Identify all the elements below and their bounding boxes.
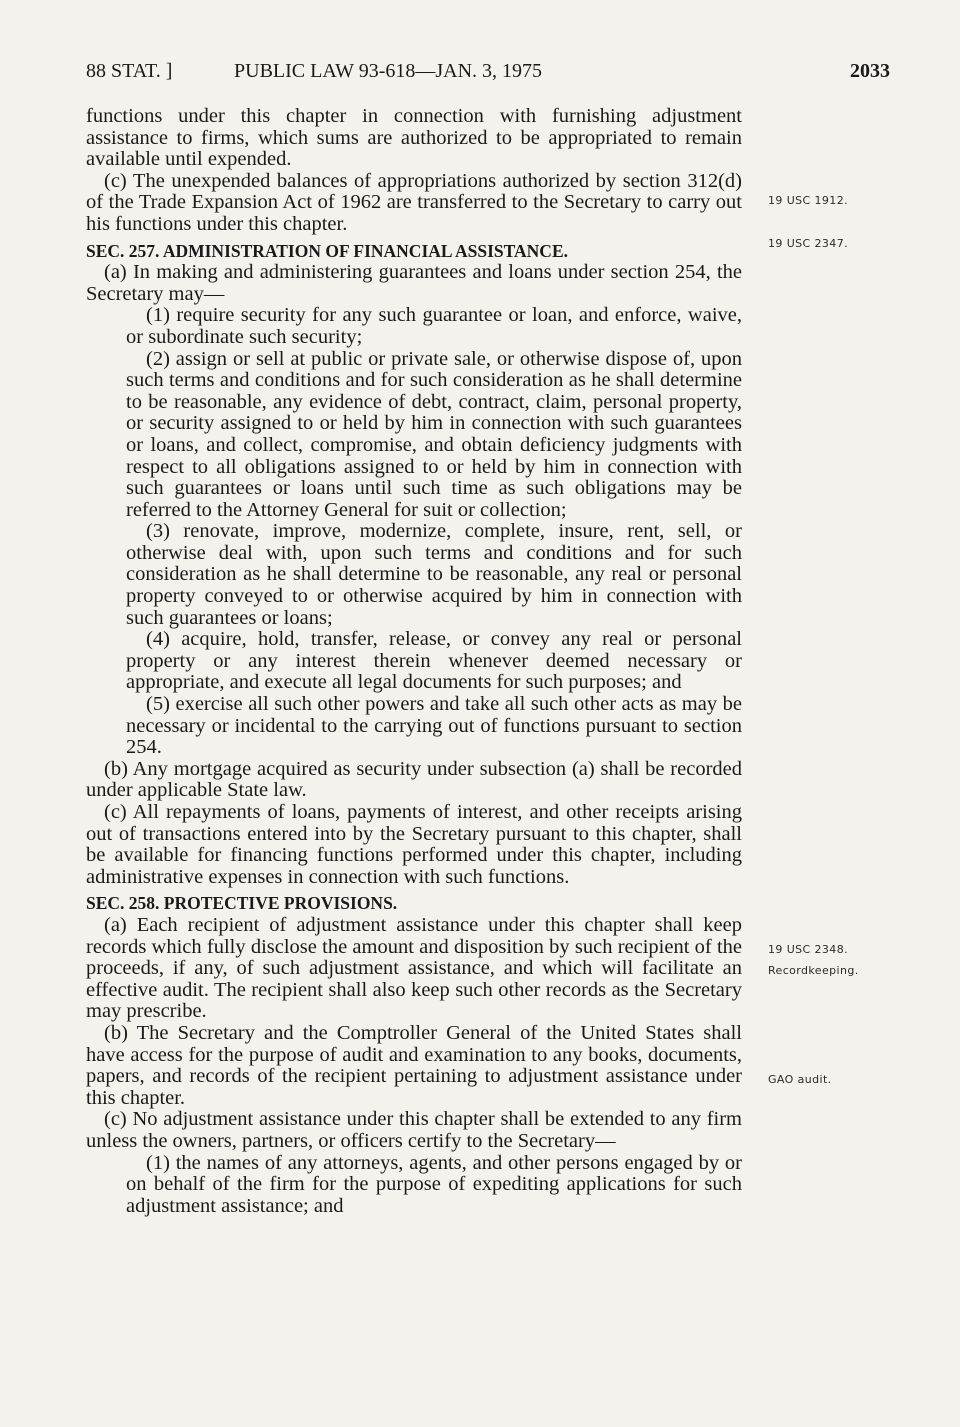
section-257-a-4: (4) acquire, hold, transfer, release, or convey any real or personal property or any interest therein whenever deemed necessary or appropriate, and execute all legal documents for such purposes; and xyxy=(126,628,742,694)
section-258-c: (c) No adjustment assistance under this chapter shall be extended to any firm unless the owners, partners, or officers certify to the Secretary— xyxy=(86,1108,742,1152)
stat-reference: 88 STAT. ] xyxy=(86,60,173,82)
margin-note-recordkeeping: Recordkeeping. xyxy=(768,964,859,977)
section-258-b: (b) The Secretary and the Comptroller General of the United States shall have access for the purpose of audit and examination to any books, documents, papers, and records of the recipient pertaining to adjustment assistance under this chapter. xyxy=(86,1021,742,1109)
section-257-heading: SEC. 257. ADMINISTRATION OF FINANCIAL ASSISTANCE. xyxy=(86,240,568,261)
margin-note-19-usc-1912: 19 USC 1912. xyxy=(768,194,848,207)
section-257-c: (c) All repayments of loans, payments of interest, and other receipts arising out of transactions entered into by the Secretary pursuant to this chapter, shall be available for financing functions performed under this chapter, including administrative expenses in connection with such functions. xyxy=(86,801,742,888)
section-257-b: (b) Any mortgage acquired as security under subsection (a) shall be recorded under applicable State law. xyxy=(86,757,742,802)
section-258-c-1: (1) the names of any attorneys, agents, and other persons engaged by or on behalf of the firm for the purpose of expediting applications for such adjustment assistance; and xyxy=(126,1151,742,1217)
document-body xyxy=(86,106,742,1217)
section-257-a: (a) In making and administering guarantees and loans under section 254, the Secretary may— xyxy=(86,261,742,305)
running-header xyxy=(86,60,890,86)
section-257-a-1: (1) require security for any such guarantee or loan, and enforce, waive, or subordinate such security; xyxy=(126,304,742,348)
section-257-a-3: (3) renovate, improve, modernize, complete, insure, rent, sell, or otherwise deal with, upon such terms and conditions and for such consideration as he shall determine to be reasonable, any real or personal property conveyed to or otherwise acquired by him in connection with such guarantees or loans; xyxy=(126,520,742,629)
section-258-heading: SEC. 258. PROTECTIVE PROVISIONS. xyxy=(86,893,398,914)
paragraph-continued: functions under this chapter in connection with furnishing adjustment assistance to firms, which sums are authorized to be appropriated to remain available until expended. xyxy=(86,105,742,171)
paragraph-c-unexpended: (c) The unexpended balances of appropriations authorized by section 312(d) of the Trade Expansion Act of 1962 are transferred to the Secretary to carry out his functions under this chapter. xyxy=(86,169,742,235)
law-title: PUBLIC LAW 93-618—JAN. 3, 1975 xyxy=(234,60,543,82)
page-number: 2033 xyxy=(850,60,890,82)
section-257-a-5: (5) exercise all such other powers and take all such other acts as may be necessary or incidental to the carrying out of functions pursuant to section 254. xyxy=(126,693,742,759)
section-257-a-2: (2) assign or sell at public or private sale, or otherwise dispose of, upon such terms and conditions and for such consideration as he shall determine to be reasonable, any evidence of debt, contract, claim, personal property, or security assigned to or held by him in connection with such guarantees or loans, and collect, compromise, and obtain deficiency judgments with respect to all obligations assigned to or held by him in connection with such guarantees or loans until such time as such obligations may be referred to the Attorney General for suit or collection; xyxy=(126,347,742,521)
margin-note-gao-audit: GAO audit. xyxy=(768,1073,832,1086)
section-258-a: (a) Each recipient of adjustment assistance under this chapter shall keep records which fully disclose the amount and disposition by such recipient of the proceeds, if any, of such adjustment assistance, and which will facilitate an effective audit. The recipient shall also keep such other records as the Secretary may prescribe. xyxy=(86,913,742,1023)
margin-note-19-usc-2347: 19 USC 2347. xyxy=(768,237,848,250)
margin-note-19-usc-2348: 19 USC 2348. xyxy=(768,943,848,956)
